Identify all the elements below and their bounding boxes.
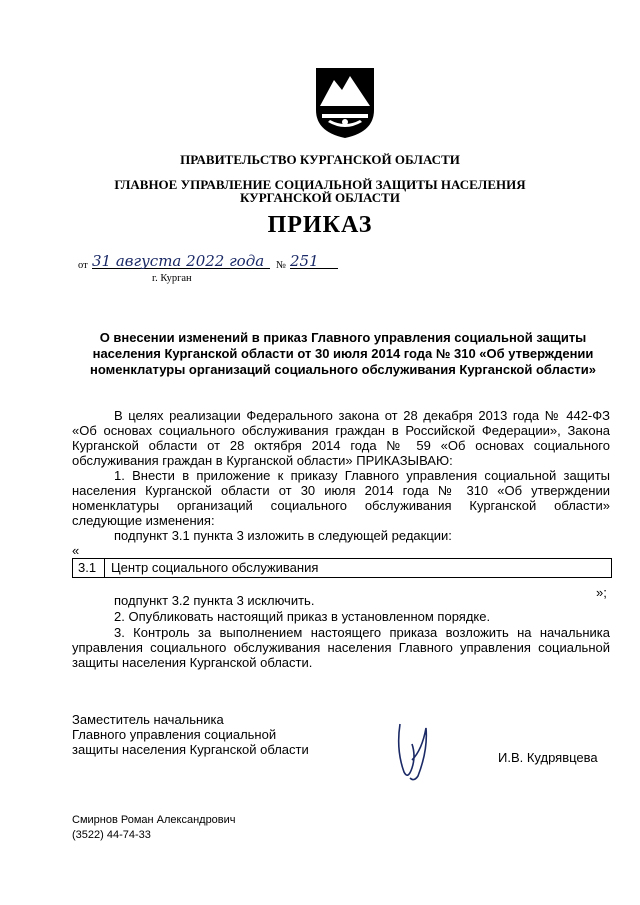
preamble-paragraph: В целях реализации Федерального закона от 28 декабря 2013 года № 442-ФЗ «Об основах социального обслуживания граждан в Российской Федерации», Закона Курганской области от 28 октября 2014 года № 59 «Об основах социального обслуживания граждан в Курганской области» ПРИКАЗЫВАЮ: — [72, 408, 610, 468]
executor-phone: (3522) 44-74-33 — [72, 829, 151, 841]
signatory-title-line1: Заместитель начальника — [72, 712, 224, 727]
signatory-title-line3: защиты населения Курганской области — [72, 742, 309, 757]
from-label: от — [78, 260, 88, 271]
close-quote: »; — [596, 585, 607, 600]
item-2-paragraph: 2. Опубликовать настоящий приказ в установленном порядке. — [114, 609, 491, 624]
nomenclature-table-row — [72, 558, 612, 578]
date-line — [92, 252, 270, 269]
department-name-line1: ГЛАВНОЕ УПРАВЛЕНИЕ СОЦИАЛЬНОЙ ЗАЩИТЫ НАСЕЛЕНИЯ — [114, 177, 526, 192]
signatory-name: И.В. Кудрявцева — [498, 750, 598, 765]
subitem-3-2-paragraph: подпункт 3.2 пункта 3 исключить. — [114, 593, 315, 608]
number-line — [290, 252, 338, 269]
document-type-title: ПРИКАЗ — [267, 212, 373, 238]
handwritten-signature — [388, 720, 436, 784]
handwritten-number: 251 — [290, 252, 319, 270]
item-3-paragraph: 3. Контроль за выполнением настоящего приказа возложить на начальника управления социального обслуживания населения Главного управления социальной защиты населения Курганской области. — [72, 625, 610, 670]
coat-of-arms-emblem — [314, 66, 376, 140]
handwritten-date: 31 августа 2022 года — [92, 252, 265, 270]
city-label: г. Курган — [152, 273, 192, 284]
signatory-title-line2: Главного управления социальной — [72, 727, 277, 742]
item-1-paragraph: 1. Внести в приложение к приказу Главного управления социальной защиты населения Курганской области от 30 июля 2014 года № 310 «Об утверждении номенклатуры организаций социального обслуживания Курганской области» следующие изменения: — [72, 468, 610, 528]
executor-name: Смирнов Роман Александрович — [72, 814, 236, 826]
table-cell-number: 3.1 — [73, 559, 105, 577]
subitem-3-1-instruction: подпункт 3.1 пункта 3 изложить в следующей редакции: — [114, 528, 452, 543]
order-subject: О внесении изменений в приказ Главного управления социальной защиты населения Курганской области от 30 июля 2014 года № 310 «Об утверждении номенклатуры организаций социального обслуживания Курганской области» — [90, 330, 596, 377]
table-cell-text: Центр социального обслуживания — [111, 560, 319, 575]
government-name: ПРАВИТЕЛЬСТВО КУРГАНСКОЙ ОБЛАСТИ — [180, 152, 460, 167]
department-name-line2: КУРГАНСКОЙ ОБЛАСТИ — [240, 190, 400, 205]
number-label: № — [276, 260, 287, 271]
open-quote: « — [72, 543, 80, 558]
